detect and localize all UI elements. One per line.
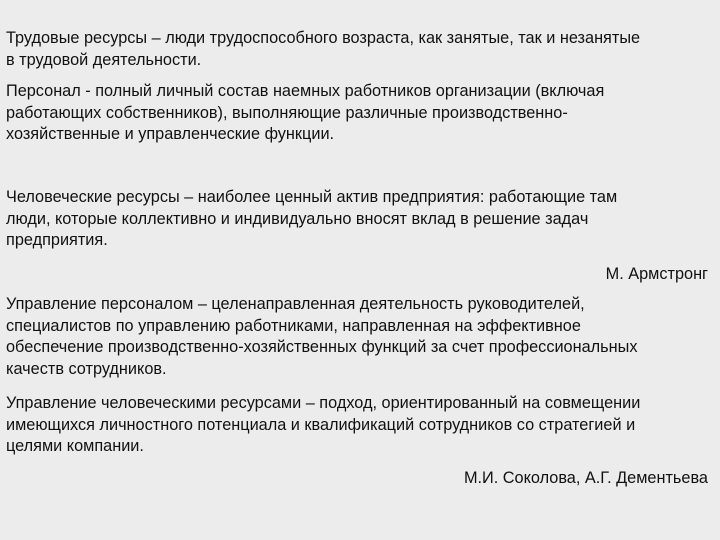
author-armstrong: М. Армстронг xyxy=(605,265,708,283)
definition-personnel: Персонал - полный личный состав наемных работников организации (включая работающих собственников), выполняющие различные производственно- хозяйственные и управленческие функции. xyxy=(6,82,605,143)
definition-labor-resources: Трудовые ресурсы – люди трудоспособного возраста, как занятые, так и незанятые в трудовой деятельности. xyxy=(6,29,641,69)
definition-personnel-management: Управление персоналом – целенаправленная деятельность руководителей, специалистов по управлению работниками, направленная на эффективное обеспечение производственно-хозяйственных функций за счет профессиональных качеств сотрудников. xyxy=(6,295,638,378)
author-sokolova-dementyeva: М.И. Соколова, А.Г. Дементьева xyxy=(463,469,708,487)
definition-human-resources: Человеческие ресурсы – наиболее ценный актив предприятия: работающие там люди, которые коллективно и индивидуально вносят вклад в решение задач предприятия. xyxy=(6,188,618,249)
definition-hr-management: Управление человеческими ресурсами – подход, ориентированный на совмещении имеющихся личностного потенциала и квалификаций сотрудников со стратегией и целями компании. xyxy=(6,394,641,455)
